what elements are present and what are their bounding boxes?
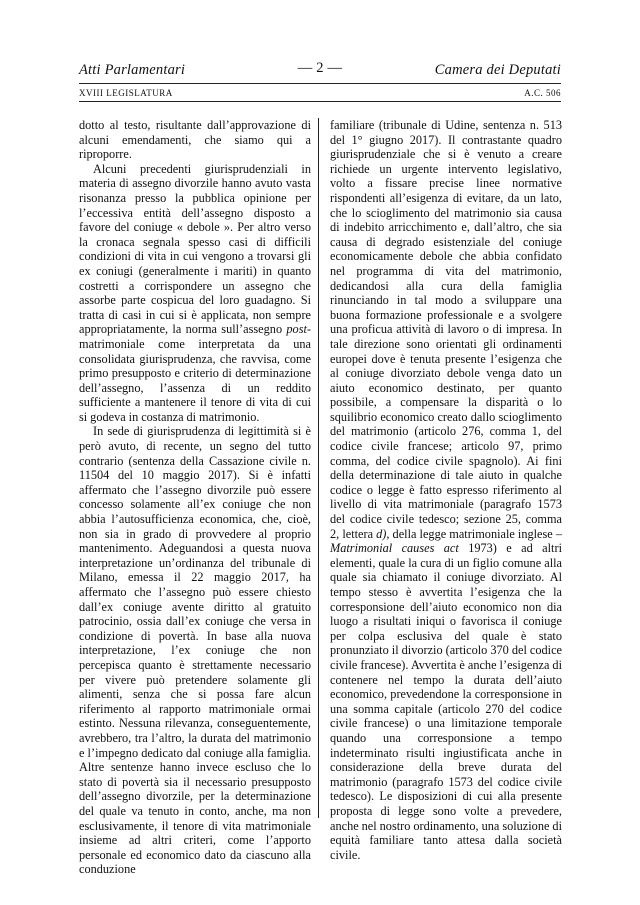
paragraph: In sede di giurisprudenza di legittimità si è però avuto, di recente, un segno del tutto contrario (sentenza della Cassazione civile n. 11504 del 10 maggio 2017). Si è infatti affermato che l’assegno divorzile può essere concesso solamente all’ex coniuge che non abbia l’autosufficienza economica, che, cioè, non sia in grado di provvedere al proprio mantenimento. Adeguandosi a questa nuova interpretazione un’ordinanza del tribunale di Milano, emessa il 22 maggio 2017, ha affermato che l’assegno può essere chiesto dall’ex coniuge avente diritto al gratuito patrocinio, ossia dall’ex coniuge che versa in condizione di povertà. In base alla nuova interpretazione, l’ex coniuge che non percepisca quanto è strettamente necessario per vivere può pretendere solamente gli alimenti, senza che si possa fare alcun riferimento al rapporto matrimoniale ormai estinto. Nessuna rilevanza, conseguentemente, avrebbero, tra l’altro, la durata del matrimonio e l’impegno dedicato dal coniuge alla famiglia. Altre sentenze hanno invece escluso che lo stato di povertà sia il necessario presupposto dell’assegno divorzile, per la determinazione del quale va tenuto in conto, anche, ma non esclusivamente, il tenore di vita matrimoniale insieme ad altri criteri, come l’apporto personale ed economico dato da ciascuno alla conduzione bbox=[79, 424, 311, 877]
text-run: , della legge matrimoniale inglese – bbox=[386, 526, 563, 541]
italic-run: d) bbox=[376, 526, 387, 541]
header-right: Camera dei Deputati bbox=[434, 62, 561, 78]
text-run: Alcuni precedenti giurisprudenziali in materia di assegno divorzile hanno avuto vasta risonanza presso la pubblica opinione per l’eccessiva entità dell’assegno disposto a favore del coniuge « debole ». Per altro verso la cronaca segnala spesso casi di difficili condizioni di vita in cui vengono a trovarsi gli ex coniugi (generalmente i mariti) in quanto costretti a corrispondere un assegno che assorbe parte cospicua del loro guadagno. Si tratta di casi in cui si è applicata, non sempre appropriatamente, la norma sull’assegno bbox=[79, 161, 311, 337]
column-divider bbox=[318, 118, 319, 818]
paragraph bbox=[79, 162, 311, 425]
text-run: 1973) e ad altri elementi, quale la cura di un figlio comune alla quale sia chiamato il coniuge divorziato. Al tempo stesso è avvertita l’esigenza che la corresponsione dell’aiuto economico non dia luogo a risultati iniqui o favorisca il coniuge per colpa esclusiva del quale è stato pronunziato il divorzio (articolo 370 del codice civile francese). Avvertita è anche l’esigenza di contenere nel tempo la durata dell’aiuto economico, prevedendone la corresponsione in una somma capitale (articolo 270 del codice civile francese) o una limitazione temporale quando una corresponsione a tempo indeterminato risulti ingiustificata anche in considerazione della breve durata del matrimonio (paragrafo 1573 del codice civile tedesco). Le disposizioni di cui alla presente proposta di legge sono volte a prevedere, anche nel nostro ordinamento, una soluzione di equità familiare tanto attesa dalla società civile. bbox=[330, 541, 562, 862]
left-column bbox=[79, 118, 311, 877]
right-column bbox=[330, 118, 562, 862]
paragraph bbox=[330, 118, 562, 862]
text-run: -matrimoniale come interpretata da una consolidata giurisprudenza, che ravvisa, come primo presupposto e criterio di determinazione dell’assegno, l’assenza di un reddito sufficiente a mantenere il tenore di vita di cui si godeva in costanza di matrimonio. bbox=[79, 322, 311, 424]
page-number: — 2 — bbox=[297, 60, 343, 76]
header-rule-top bbox=[79, 83, 561, 84]
header-rule-bottom bbox=[79, 101, 561, 102]
paragraph: dotto al testo, risultante dall’approvazione di alcuni emendamenti, che siamo qui a riproporre. bbox=[79, 118, 311, 162]
italic-run: post bbox=[286, 322, 307, 337]
italic-run: Matrimonial causes act bbox=[330, 541, 459, 556]
bill-number: A.C. 506 bbox=[524, 88, 561, 98]
text-run: familiare (tribunale di Udine, sentenza n. 513 del 1° giugno 2017). Il contrastante quadro giurisprudenziale che si è venuto a creare richiede un urgente intervento legislativo, volto a fissare precise linee normative rispondenti all’esigenza di evitare, da un lato, che lo scioglimento del matrimonio sia causa di indebito arricchimento e, dall’altro, che sia causa di degrado esistenziale del coniuge economicamente debole che abbia confidato nel programma di vita del matrimonio, dedicandosi alla cura della famiglia rinunciando in tal modo a sviluppare una buona formazione professionale e a svolgere una proficua attività di lavoro o di impresa. In tale direzione sono orientati gli ordinamenti europei dove è tenuta presente l’esigenza che al coniuge divorziato debole venga dato un aiuto economico destinato, per quanto possibile, a compensare la disparità o lo squilibrio economico creato dallo scioglimento del matrimonio (articolo 276, comma 1, del codice civile francese; articolo 97, primo comma, del codice civile spagnolo). Ai fini della determinazione di tale aiuto in qualche codice o legge è fatto espresso riferimento al livello di vita matrimoniale (paragrafo 1573 del codice civile tedesco; sezione 25, comma 2, lettera bbox=[330, 118, 562, 541]
legislature-label: XVIII LEGISLATURA bbox=[79, 88, 173, 98]
header-left: Atti Parlamentari bbox=[79, 62, 186, 78]
